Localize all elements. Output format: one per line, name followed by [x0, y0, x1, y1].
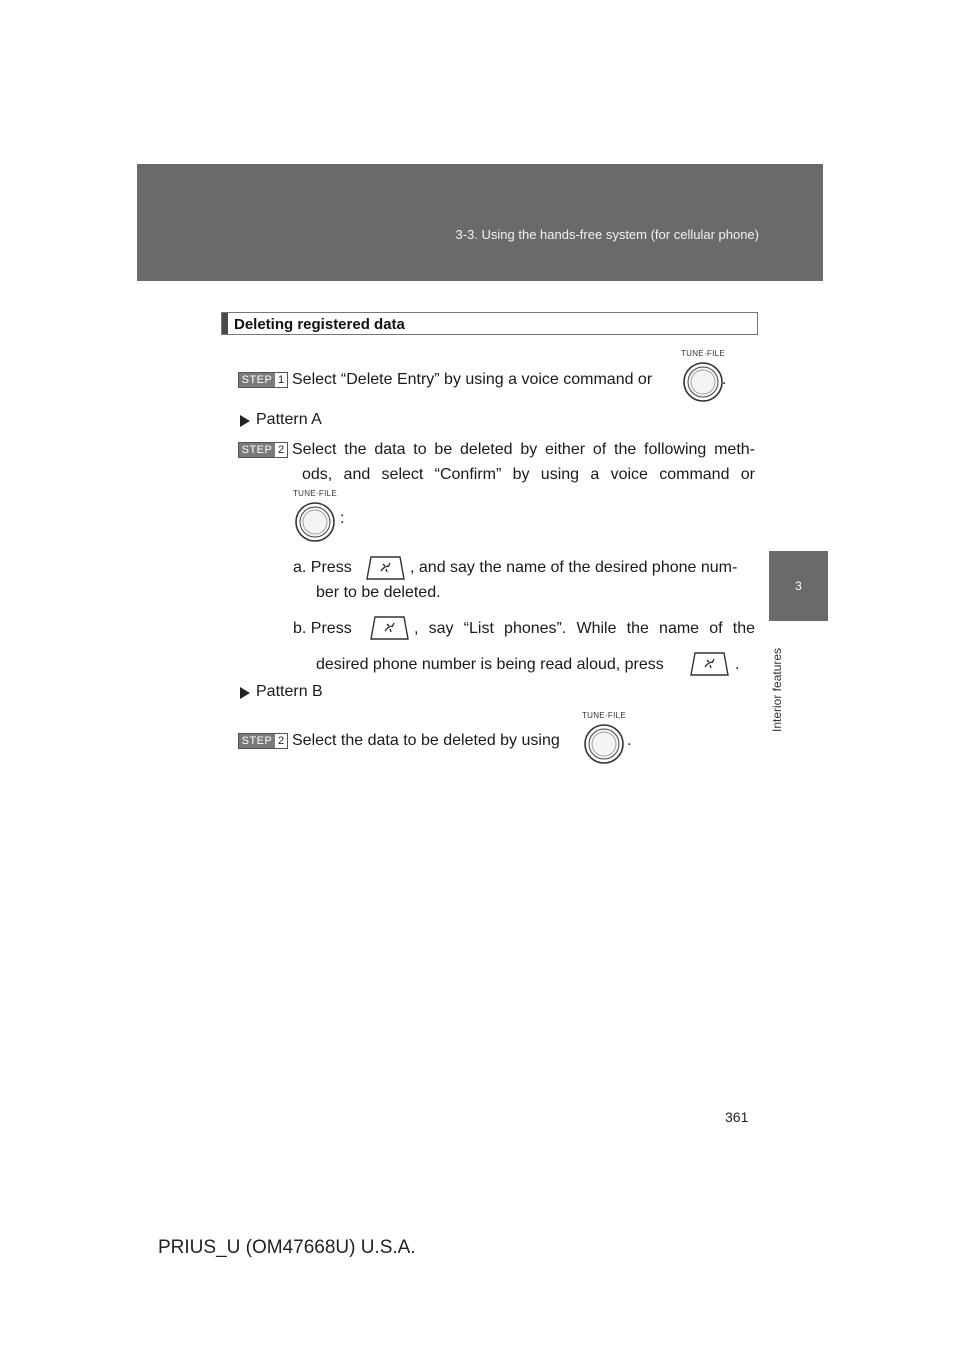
pattern-b-step2-text: Select the data to be deleted by using [292, 732, 560, 749]
tune-file-knob-icon [289, 489, 341, 549]
arrow-icon [240, 415, 250, 427]
step2-line2: ods, and select “Confirm” by using a voice command or [302, 466, 755, 483]
header-band [137, 164, 823, 281]
step-word: STEP [239, 443, 275, 457]
step-number: 2 [277, 735, 285, 747]
step1-end: . [722, 371, 727, 388]
chapter-tab[interactable]: 3 [769, 551, 828, 621]
step-badge [238, 372, 288, 388]
option-b-prefix: b. Press [293, 620, 352, 637]
option-b-suffix: , say “List phones”. While the name of the [414, 620, 755, 637]
chapter-tab-label: Interior features [770, 647, 784, 732]
step1-text: Select “Delete Entry” by using a voice command or [292, 371, 653, 388]
tune-file-knob-icon [578, 711, 630, 771]
pattern-a-label: Pattern A [256, 411, 322, 428]
talk-switch-icon [688, 650, 730, 678]
step-badge [238, 442, 288, 458]
pattern-b-step2-end: . [627, 732, 632, 749]
step2-line1: Select the data to be deleted by either of the following meth- [292, 441, 755, 458]
step-number: 2 [277, 444, 285, 456]
step-badge [238, 733, 288, 749]
footer-model: PRIUS_U (OM47668U) U.S.A. [158, 1237, 416, 1258]
arrow-icon [240, 687, 250, 699]
chapter-heading: 3-3. Using the hands-free system (for cellular phone) [455, 227, 759, 242]
option-b-end: . [735, 656, 740, 673]
knob-label: TUNE·FILE [292, 489, 338, 498]
step2-line3: : [340, 510, 345, 527]
page-number: 361 [725, 1109, 749, 1125]
talk-switch-icon [368, 614, 410, 642]
step-number: 1 [277, 374, 285, 386]
pattern-b-label: Pattern B [256, 683, 323, 700]
option-a-cont: ber to be deleted. [316, 584, 441, 601]
step-word: STEP [239, 734, 275, 748]
knob-label: TUNE·FILE [680, 349, 726, 358]
section-title: Deleting registered data [234, 316, 405, 333]
option-a-suffix: , and say the name of the desired phone num- [410, 559, 738, 576]
knob-label: TUNE·FILE [581, 711, 627, 720]
section-accent [222, 313, 228, 334]
section-title-bar [221, 312, 758, 335]
option-a-prefix: a. Press [293, 559, 352, 576]
option-b-cont: desired phone number is being read aloud, press [316, 656, 664, 673]
step-word: STEP [239, 373, 275, 387]
talk-switch-icon [364, 554, 406, 582]
